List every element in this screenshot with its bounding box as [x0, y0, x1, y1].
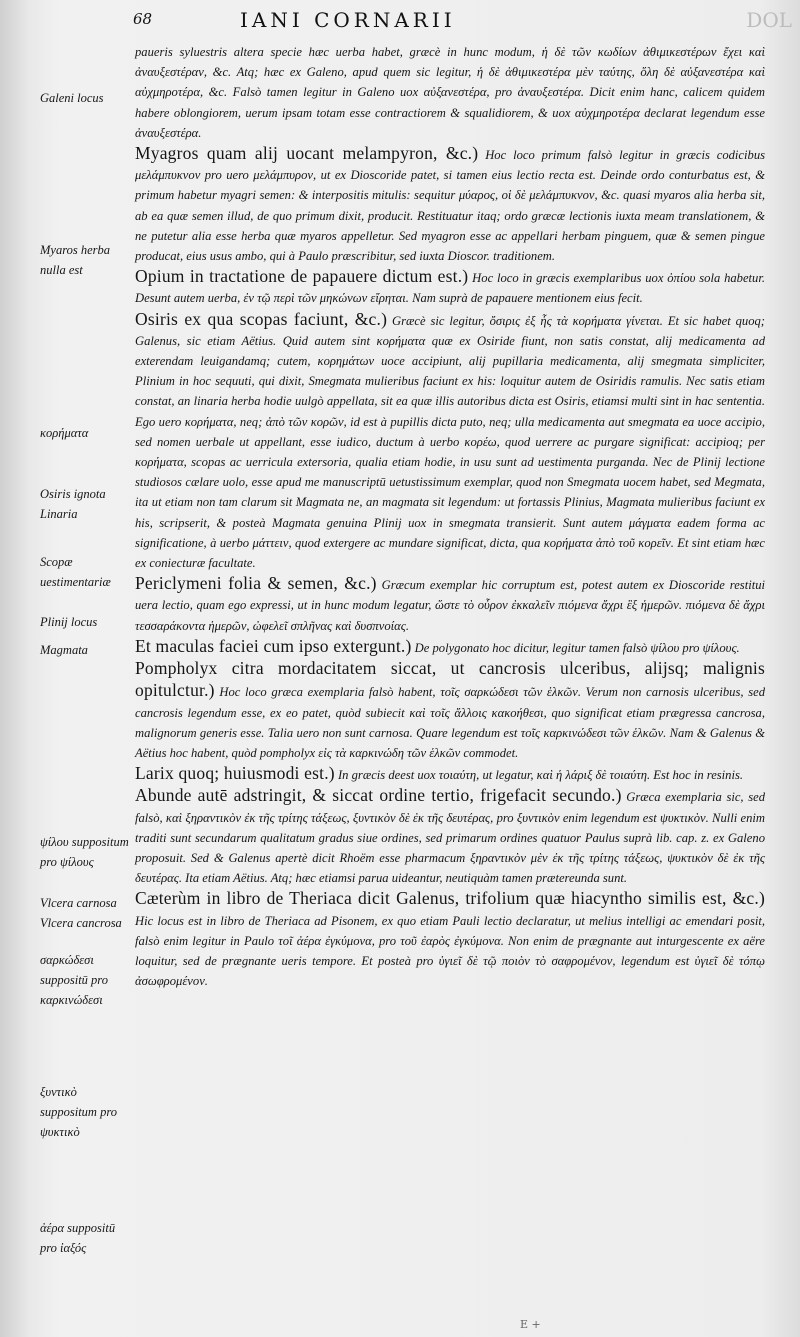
- lemma: Periclymeni folia & semen, &c.): [135, 573, 377, 594]
- paragraph: [135, 763, 765, 785]
- main-text-column: [135, 40, 765, 1325]
- margin-note: ξυντικὸ suppositum pro ψυκτικὸ: [40, 1085, 117, 1139]
- paragraph: [135, 266, 765, 308]
- margin-note: Galeni locus: [40, 91, 104, 105]
- lemma: Pompholyx citra mordacitatem siccat, ut cancrosis ulceribus, alijsq; malignis opitulctur.): [135, 658, 765, 701]
- margin-note: Plinij locus: [40, 615, 98, 629]
- paragraph: [135, 309, 765, 574]
- commentary: Hoc loco in græcis exemplaribus uox ὀπίου sola habetur. Desunt autem uerba, ἐν τῷ περὶ τῶν μηκώνων εἴρηται. Nam suprà de papauere mentionem eius fecit.: [135, 271, 766, 306]
- commentary: Græca exemplaria sic, sed falsò, καὶ ξηραντικὸν ἐκ τῆς τρίτης τάξεως, ξυντικὸν δὲ ἐκ τῆς δευτέρας, pro ξυντικὸν enim legendum est ψυκτικὸν. Nulli enim traditi sunt secundarum qualitatum gradus siue ordines, sed primarum ordines quatuor Paulus suprà lib. cap. z. ex Galeno proposuit. Sed & Galenus apertè dicit Rhoëm esse pharmacum ξηραντικὸν μὲν ἐκ τῆς τρίτης τάξεως, ψυκτικὸν δὲ ἐκ τῆς δευτέρας. Ita etiam Aëtius. Atq; hæc etiamsi parua uideantur, neutiquàm tamen prætereunda sunt.: [135, 790, 765, 886]
- margin-note: ἀέρα suppositū pro ἰαξός: [40, 1221, 116, 1255]
- margin-note: κορήματα: [40, 426, 89, 440]
- commentary: Græcum exemplar hic corruptum est, potest autem ex Dioscoride restitui uera lectio, quam ego expressi, ut in hunc modum legatur, ὥστε τὸ οὖρον ἐκκαλεῖν πιόμενα ἄχρι ἓξ ἡμερῶν. πιόμενα δὲ ἄχρι τεσσαράκοντα ἡμερῶν, ὠφελεῖ σπλῆνας καὶ δυσπνοίας.: [135, 578, 765, 633]
- paragraph: [135, 40, 765, 143]
- paragraph: [135, 658, 765, 763]
- running-head: IANI CORNARII: [240, 8, 456, 32]
- lemma: Osiris ex qua scopas faciunt, &c.): [135, 308, 388, 329]
- paragraph: [135, 636, 765, 658]
- lemma: Cæterùm in libro de Theriaca dicit Galenus, trifolium quæ hiacyntho similis est, &c.): [135, 888, 765, 909]
- lemma: Abunde autē adstringit, & siccat ordine tertio, frigefacit secundo.): [135, 785, 622, 806]
- margin-note: Myaros herba nulla est: [40, 243, 111, 277]
- margin-notes: [0, 0, 128, 1337]
- commentary: Græcè sic legitur, ὄσιρις ἐξ ἧς τὰ κορήματα γίνεται. Et sic habet quoq; Galenus, sic etiam Aëtius. Quid autem sint κορήματα quæ ex Osiride fiunt, non satis constat, alij medicamenta ad exterendam leuigandamq; cutem, κορημάτων uoce accipiunt, alij pupillaria medicamenta, alij smegmata simpliciter, Plinium in hoc sequuti, qui dixit, Smegmata mulieribus faciunt ex his: loquitur autem de Osiridis ramulis. Nec satis etiam constat, an linaria herba hodie uulgò appellata, sit ea quæ illis autoribus dicta est Osiris, etiamsi multi sint in hac sententia. Ego uero κορήματα, neq; ἀπὸ τῶν κορῶν, id est à pupillis dicta puto, neq; ulla medicamenta aut smegmata ea uoce accipio, sed nomen uerbale ut appellant, esse iudico, ductum à uerbo κορέω, quod uerrere ac purgare significat: accipioq; per κορήματα, scopas ac uerricula extersoria, qualia etiam hodie, in usu sunt ad uestimenta purganda. Nec de Plinij lectione studiosos cælare uolo, esse apud me manuscriptū uetustissimum exemplar, quod non Smegmata uocem habet, sed Megmata, ita ut etiam non tam clarum sit Magmata ne, an magmata sit legendum: ut fortassis Plinius, Magmata mulieribus faciunt ex his, scripserit, & posteà Magmata genuina Plinij uox in smegmata transierit. Sunt autem μάγματα eadem forma ac significatione, à uerbo μάττειν, quod extergere ac mundare significat, dicta, qua κορήματα ἀπὸ τοῦ κορεῖν. Et sint etiam hæc ex coniecturæ facultate.: [135, 313, 765, 571]
- commentary: In græcis deest uox τοιαύτη, ut legatur, καὶ ἡ λάριξ δὲ τοιαύτη. Est hoc in resinis.: [337, 768, 744, 783]
- commentary: Hoc loco græca exemplaria falsò habent, τοῖς σαρκώδεσι τῶν ἑλκῶν. Verum non carnosis ulceribus, sed cancrosis legendum esse, ex eo patet, quòd subiecit καὶ τοῖς ἄλλοις κακοήθεσι, quo significat etiam prægressa cancrosa, malignorum generis esse. Talia uero non sunt carnosa. Quare legendum est τοῖς καρκινώδεσι τῶν ἑλκῶν. Nam & Galenus & Aëtius hoc habent, quòd pompholyx εἰς τὰ καρκινώδη τῶν ἑλκῶν commodet.: [135, 685, 765, 760]
- paragraph: [135, 785, 765, 888]
- lemma: Larix quoq; huiusmodi est.): [135, 763, 335, 784]
- margin-note: Osiris ignota Linaria: [40, 487, 106, 521]
- paragraph: [135, 143, 765, 266]
- bleed-through-text: DOL: [746, 8, 792, 32]
- page-number: 68: [133, 10, 153, 28]
- margin-note: Magmata: [40, 643, 88, 657]
- paragraph: [135, 573, 765, 636]
- commentary: paueris syluestris altera specie hæc uerba habet, græcè in hunc modum, ἡ δὲ τῶν κωδίων ἀθιμικεστέρων ἔχει καὶ ἀναυξεστέραν, &c. Atq; hæc ex Galeno, apud quem sic legitur, ἡ δὲ ἀθιμικεστέρα μὲν ταύτης, ὅλη δὲ αὐξανεστέρα καὶ αὐχμηροτέρα, &c. Falsò tamen legitur in Galeno uox αὐξανεστέρα, pro ἀναυξεστέρα. Dicit enim hanc, calicem quidem habere oblongiorem, uerum ipsam totam esse contractiorem & squalidiorem, & uox αὐχμηροτέρα declarat legendum esse ἀναυξεστέρα.: [135, 45, 765, 140]
- lemma: Myagros quam alij uocant melampyron, &c.): [135, 143, 479, 164]
- margin-note: σαρκώδεσι suppositū pro καρκινώδεσι: [40, 953, 108, 1007]
- lemma: Et maculas faciei cum ipso extergunt.): [135, 635, 412, 656]
- margin-note: Scopæ uestimentariæ: [40, 555, 111, 589]
- paragraph: [135, 888, 765, 991]
- commentary: Hic locus est in libro de Theriaca ad Pisonem, ex quo etiam Pauli lectio declaratur, ut melius intelligi ac emendari posit, falsò enim legitur in Paulo τοῖ ἀέρα ἐγκύμονα, pro τοῦ ἐαρὸς ἐγκύμονα. Non enim de prægnante aut inturgescente ex aëre loquitur, sed de prægnante ueris tempore. Et posteà pro ὑγιεῖ δὲ τῷ ποιὸν τὸ σαφρομένον, legendum est ὑγιεῖ δὲ τόπῳ ἀσωφρομένον.: [135, 913, 765, 989]
- commentary: De polygonato hoc dicitur, legitur tamen falsò ψίλου pro ψίλους.: [414, 640, 740, 655]
- lemma: Opium in tractatione de papauere dictum est.): [135, 266, 469, 287]
- margin-note: Vlcera carnosa Vlcera cancrosa: [40, 896, 122, 930]
- signature-mark: E +: [520, 1318, 541, 1331]
- margin-note: ψίλου suppositum pro ψίλους: [40, 835, 129, 869]
- commentary: Hoc loco primum falsò legitur in græcis codicibus μελάμπυκνον pro uero μελάμπυρον, ut ex Dioscoride patet, si tamen eius lectio recta est. Deinde ordo conturbatus est, & primum habetur myagri semen: & interpositis mitulis: sequitur μύαρος, οἱ δὲ μελάμπυκνον, &c. quasi myaros alia herba sit, ab ea quæ semen illud, de quo primum dixit, producit. Restituatur itaq; ordo græcæ lectionis iuxta meam translationem, & ne putetur alia esse herba quæ myaros appelletur. Sed myagron esse ac appellari herbam pinguem, quæ & semen pingue producat, eius usus ambo, qui à Paulo præscribitur, sed iuxta Dioscor. traditionem.: [135, 148, 766, 264]
